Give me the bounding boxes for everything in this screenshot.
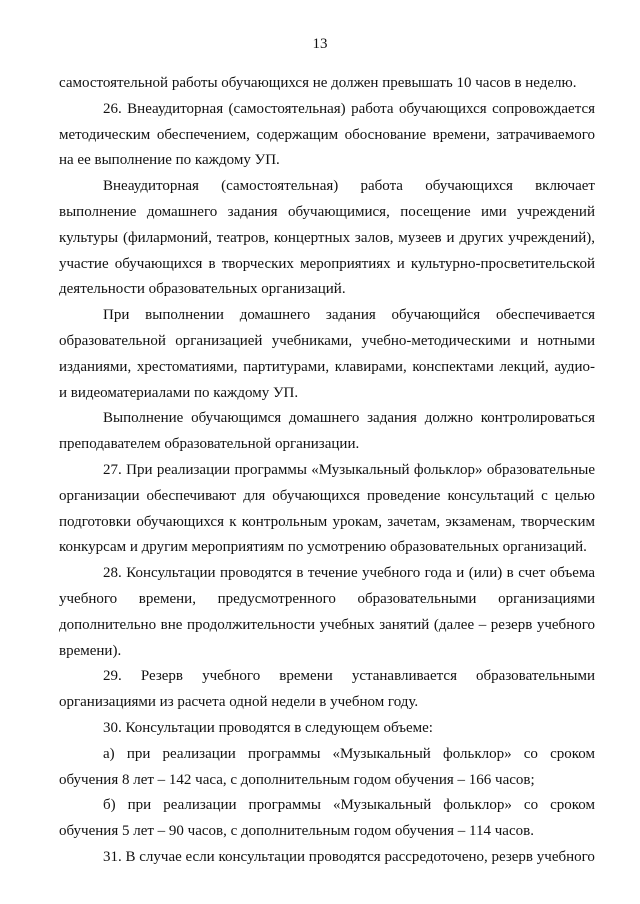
paragraph-30: 30. Консультации проводятся в следующем объеме: [103,719,433,736]
paragraph-31: 31. В случае если консультации проводятся рассредоточено, резерв учебного [103,848,595,865]
document-body [59,71,595,871]
page-number: 13 [312,36,328,52]
paragraph-homework-materials: При выполнении домашнего задания обучающийся обеспечивается образовательной организацией учебниками, учебно-методическими и нотными изданиями, хрестоматиями, партитурами, клавирами, конспектами лекций, аудио- и видеоматериалами по каждому УП. [59,307,595,401]
paragraph-extracurricular-work: Внеаудиторная (самостоятельная) работа обучающихся включает выполнение домашнего задания обучающимися, посещение ими учреждений культуры (филармоний, театров, концертных залов, музеев и других учреждений), участие обучающихся в творческих мероприятиях и культурно-просветительской деятельности образовательных организаций. [59,178,595,298]
paragraph-28: 28. Консультации проводятся в течение учебного года и (или) в счет объема учебного времени, предусмотренного образовательными организациями дополнительно вне продолжительности учебных занятий (далее – резерв учебного времени). [59,565,595,659]
paragraph-continuation: самостоятельной работы обучающихся не должен превышать 10 часов в неделю. [59,75,577,91]
paragraph-30-b: б) при реализации программы «Музыкальный фольклор» со сроком обучения 5 лет – 90 часов, с дополнительным годом обучения – 114 часов. [59,797,595,840]
paragraph-27: 27. При реализации программы «Музыкальный фольклор» образовательные организации обеспечивают для обучающихся проведение консультаций с целью подготовки обучающихся к контрольным урокам, зачетам, экзаменам, творческим конкурсам и другим мероприятиям по усмотрению образовательных организаций. [59,461,595,556]
paragraph-29: 29. Резерв учебного времени устанавливается образовательными организациями из расчета одной недели в учебном году. [59,668,595,711]
paragraph-30-a: а) при реализации программы «Музыкальный фольклор» со сроком обучения 8 лет – 142 часа, с дополнительным годом обучения – 166 часов; [59,745,595,788]
paragraph-homework-control: Выполнение обучающимся домашнего задания должно контролироваться преподавателем образовательной организации. [59,410,595,453]
paragraph-26: 26. Внеаудиторная (самостоятельная) работа обучающихся сопровождается методическим обеспечением, содержащим обоснование времени, затрачиваемого на ее выполнение по каждому УП. [59,100,595,169]
